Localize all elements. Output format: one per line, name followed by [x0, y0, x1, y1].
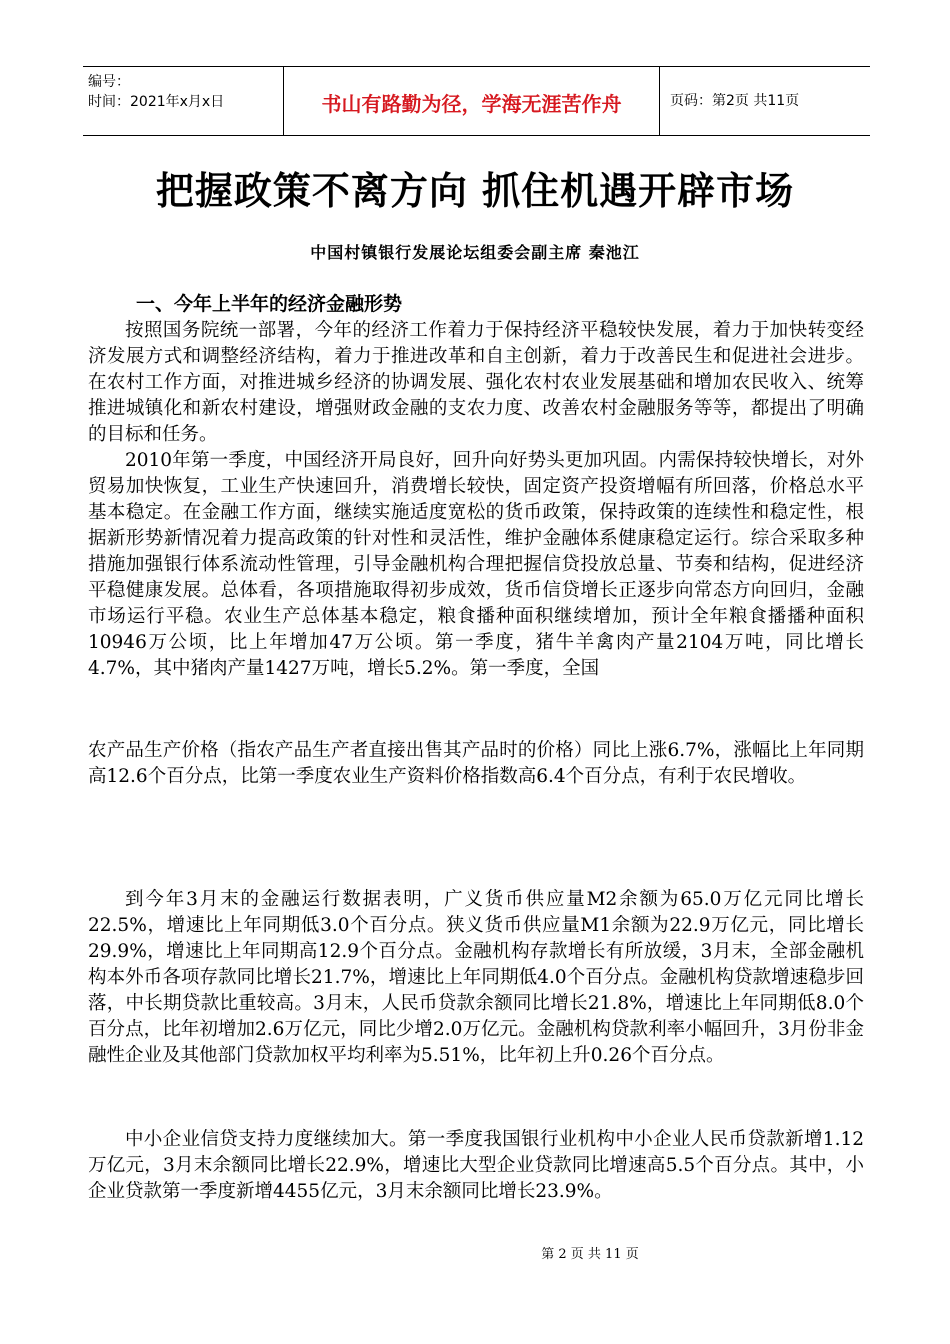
body-paragraph: 到今年3月末的金融运行数据表明，广义货币供应量M2余额为65.0万亿元同比增长22.5%，增速比上年同期低3.0个百分点。狭义货币供应量M1余额为22.9万亿元，同比增长29.9%，增速比上年同期高12.9个百分点。金融机构存款增长有所放缓，3月末，全部金融机构本外币各项存款同比增长21.7%，增速比上年同期低4.0个百分点。金融机构贷款增速稳步回落，中长期贷款比重较高。3月末，人民币贷款余额同比增长21.8%，增速比上年同期低8.0个百分点，比年初增加2.6万亿元，同比少增2.0万亿元。金融机构贷款利率小幅回升，3月份非金融性企业及其他部门贷款加权平均利率为5.51%，比年初上升0.26个百分点。: [88, 889, 864, 1066]
header-page-number: 页码：第2页 共11页: [670, 93, 800, 109]
page-footer: 第 2 页 共 11 页: [541, 1247, 639, 1262]
body-paragraph: 农产品生产价格（指农产品生产者直接出售其产品时的价格）同比上涨6.7%，涨幅比上年同期高12.6个百分点，比第一季度农业生产资料价格指数高6.4个百分点，有利于农民增收。: [88, 740, 864, 787]
header-page-cell: [660, 67, 870, 135]
header-motto: 书山有路勤为径，学海无涯苦作舟: [321, 92, 622, 116]
document-title: 把握政策不离方向 抓住机遇开辟市场: [155, 169, 795, 213]
body-paragraph: 中小企业信贷支持力度继续加大。第一季度我国银行业机构中小企业人民币贷款新增1.12万亿元，3月末余额同比增长22.9%，增速比大型企业贷款同比增速高5.5个百分点。其中，小企业贷款第一季度新增4455亿元，3月末余额同比增长23.9%。: [88, 1129, 864, 1202]
section-heading: 一、今年上半年的经济金融形势: [136, 293, 403, 315]
body-paragraph: 按照国务院统一部署，今年的经济工作着力于保持经济平稳较快发展，着力于加快转变经济发展方式和调整经济结构，着力于推进改革和自主创新，着力于改善民生和促进社会进步。在农村工作方面，对推进城乡经济的协调发展、强化农村农业发展基础和增加农民收入、统筹推进城镇化和新农村建设，增强财政金融的支农力度、改善农村金融服务等等，都提出了明确的目标和任务。: [88, 320, 864, 445]
body-paragraph: 2010年第一季度，中国经济开局良好，回升向好势头更加巩固。内需保持较快增长，对外贸易加快恢复，工业生产快速回升，消费增长较快，固定资产投资增幅有所回落，价格总水平基本稳定。在金融工作方面，继续实施适度宽松的货币政策，保持政策的连续性和稳定性，根据新形势新情况着力提高政策的针对性和灵活性，维护金融体系健康稳定运行。综合采取多种措施加强银行体系流动性管理，引导金融机构合理把握信贷投放总量、节奏和结构，促进经济平稳健康发展。总体看，各项措施取得初步成效，货币信贷增长正逐步向常态方向回归，金融市场运行平稳。农业生产总体基本稳定，粮食播种面积继续增加，预计全年粮食播播种面积10946万公顷，比上年增加47万公顷。第一季度，猪牛羊禽肉产量2104万吨，同比增长4.7%，其中猪肉产量1427万吨，增长5.2%。第一季度，全国: [88, 450, 864, 679]
header-meta: [83, 67, 283, 135]
header-motto-cell: [283, 67, 660, 135]
document-author: 中国村镇银行发展论坛组委会副主席 秦池江: [310, 243, 640, 262]
document-time-label: 时间：2021年x月x日: [88, 94, 225, 110]
document-number-label: 编号：: [88, 74, 130, 90]
page-header: [83, 66, 870, 136]
